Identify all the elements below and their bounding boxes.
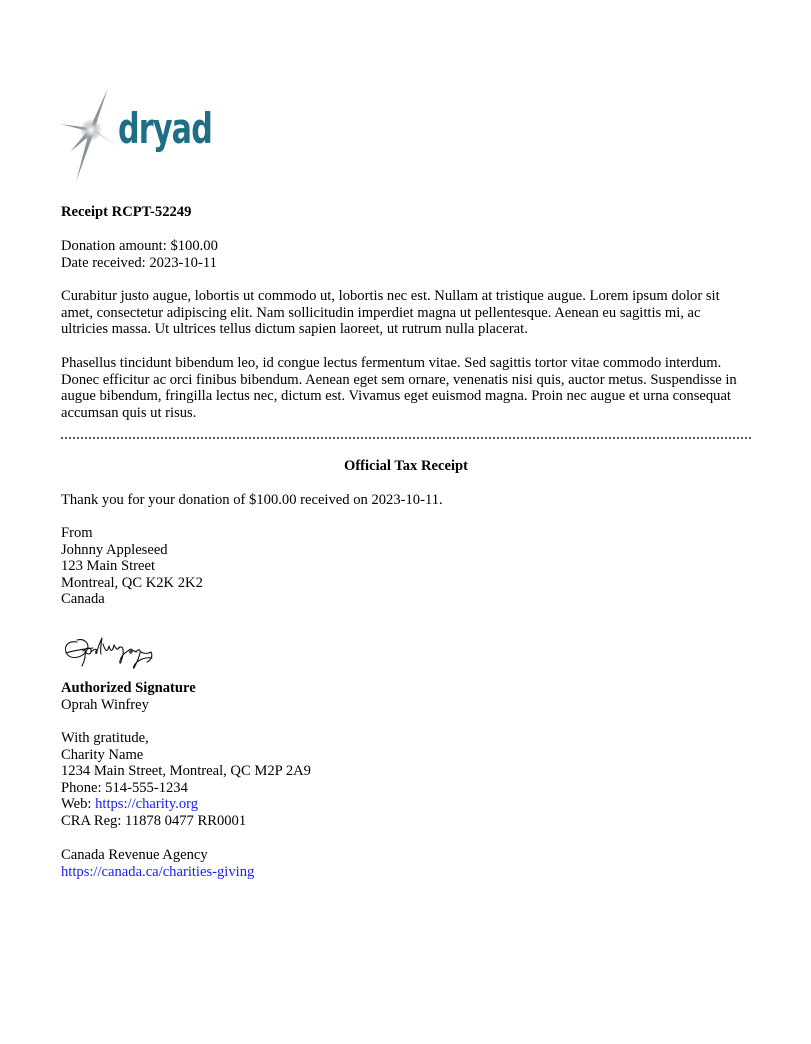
donor-country: Canada — [61, 591, 105, 608]
donor-city: Montreal, QC K2K 2K2 — [61, 574, 203, 591]
signatory-name: Oprah Winfrey — [61, 697, 149, 713]
handwritten-signature — [61, 632, 161, 672]
cra-link[interactable]: https://canada.ca/charities-giving — [61, 863, 255, 880]
charity-info-block — [61, 730, 751, 830]
donation-amount: Donation amount: $100.00 — [61, 238, 218, 254]
tax-receipt-title: Official Tax Receipt — [343, 458, 469, 474]
closing-text: With gratitude, — [61, 730, 149, 746]
thank-you-line: Thank you for your donation of $100.00 received on 2023-10-11. — [61, 492, 443, 508]
donation-summary — [61, 238, 751, 271]
donor-name: Johnny Appleseed — [61, 541, 168, 558]
donor-address-block — [61, 525, 751, 608]
logo-text: dryad — [118, 104, 212, 153]
charity-web-link[interactable]: https://charity.org — [95, 796, 199, 813]
charity-name: Charity Name — [61, 746, 144, 763]
body-paragraph-2: Phasellus tincidunt bibendum leo, id congue lectus fermentum vitae. Sed sagittis tortor vitae commodo interdum. Donec efficitur ac orci finibus bibendum. Aenean eget sem ornare, venenatis nisi quis, auctor metus. Suspendisse in augue bibendum, fringilla lectus nec, dictum est. Vivamus eget euismod magna. Proin nec augue et urna consequat accumsan quis ut risus. — [61, 355, 737, 421]
cra-registration: CRA Reg: 11878 0477 RR0001 — [61, 812, 247, 829]
receipt-title: Receipt RCPT-52249 — [61, 204, 192, 220]
cra-name: Canada Revenue Agency — [61, 847, 208, 863]
from-label: From — [61, 525, 93, 541]
dotted-divider — [61, 437, 751, 439]
cra-info-block — [61, 847, 751, 880]
charity-web-line — [61, 796, 751, 813]
date-received: Date received: 2023-10-11 — [61, 254, 217, 271]
charity-address: 1234 Main Street, Montreal, QC M2P 2A9 — [61, 763, 311, 780]
charity-phone: Phone: 514-555-1234 — [61, 779, 188, 796]
star-burst-icon — [60, 86, 220, 184]
charity-web-label: Web: — [61, 796, 96, 813]
body-paragraph-1: Curabitur justo augue, lobortis ut commodo ut, lobortis nec est. Nullam at tristique augue. Lorem ipsum dolor sit amet, consectetur adipiscing elit. Nam sollicitudin imperdiet magna ut pellentesque. Aenean eu sagittis mi, ac ultricies massa. Ut ultrices tellus dictum sapien laoreet, ut rutrum nulla placerat. — [61, 288, 720, 338]
dryad-logo — [60, 86, 220, 184]
authorized-signature-label: Authorized Signature — [61, 680, 196, 696]
donor-street: 123 Main Street — [61, 558, 156, 575]
